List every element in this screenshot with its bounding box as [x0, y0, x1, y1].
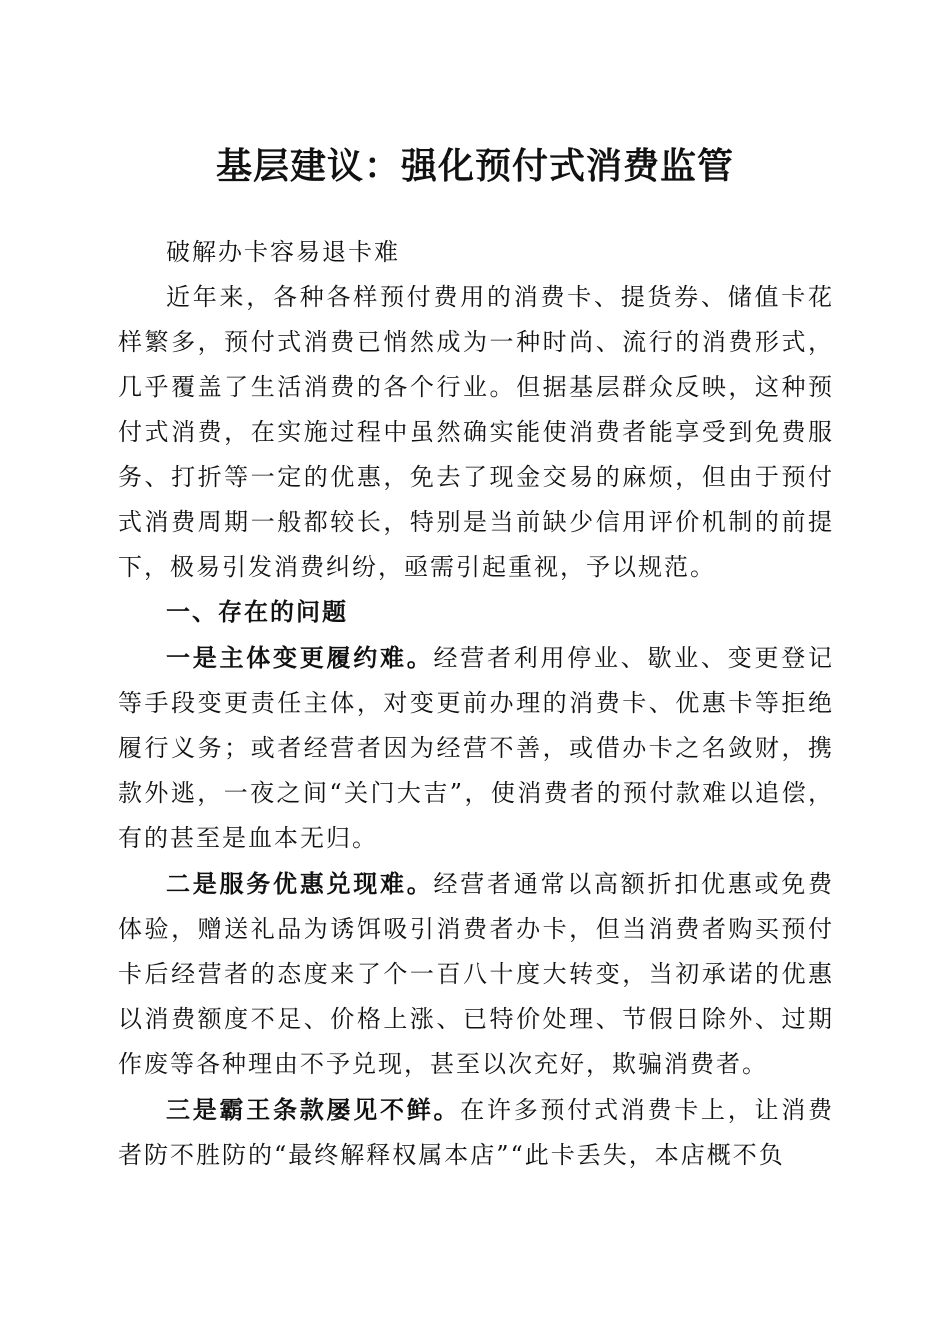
problem-paragraph-2: [118, 861, 834, 1087]
document-title: 基层建议：强化预付式消费监管: [215, 145, 734, 187]
problem-text-1: 经营者利用停业、歇业、变更登记等手段变更责任主体，对变更前办理的消费卡、优惠卡等拒绝履行义务；或者经营者因为经营不善，或借办卡之名敛财，携款外逃，一夜之间“关门大吉”，使消费者的预付款难以追偿，有的甚至是血本无归。: [118, 644, 834, 852]
problem-lead-3: 三是霸王条款屡见不鲜。: [166, 1095, 461, 1124]
problem-lead-1: 一是主体变更履约难。: [166, 643, 434, 672]
problem-text-2: 经营者通常以高额折扣优惠或免费体验，赠送礼品为诱饵吸引消费者办卡，但当消费者购买预付卡后经营者的态度来了个一百八十度大转变，当初承诺的优惠以消费额度不足、价格上涨、已特价处理、节假日除外、过期作废等各种理由不予兑现，甚至以次充好，欺骗消费者。: [118, 870, 834, 1078]
document-body: [118, 230, 834, 1178]
problem-text-3: 在许多预付式消费卡上，让消费者防不胜防的“最终解释权属本店”“此卡丢失，本店概不负: [118, 1096, 834, 1169]
problem-paragraph-1: [118, 635, 834, 861]
section-heading: 一、存在的问题: [166, 598, 348, 626]
problem-lead-2: 二是服务优惠兑现难。: [166, 869, 434, 898]
problem-paragraph-3: [118, 1087, 834, 1178]
subtitle-paragraph: 破解办卡容易退卡难: [166, 238, 400, 266]
intro-paragraph: 近年来，各种各样预付费用的消费卡、提货券、储值卡花样繁多，预付式消费已悄然成为一种时尚、流行的消费形式，几乎覆盖了生活消费的各个行业。但据基层群众反映，这种预付式消费，在实施过程中虽然确实能使消费者能享受到免费服务、打折等一定的优惠，免去了现金交易的麻烦，但由于预付式消费周期一般都较长，特别是当前缺少信用评价机制的前提下，极易引发消费纠纷，亟需引起重视，予以规范。: [118, 283, 834, 581]
